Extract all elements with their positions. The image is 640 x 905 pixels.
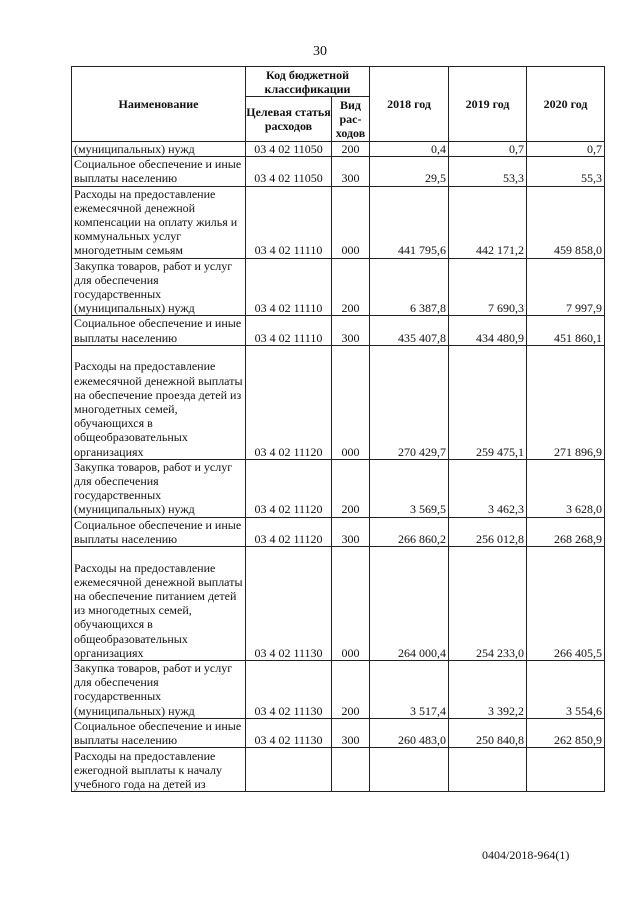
table-row [72, 718, 605, 747]
row-value-2019 [449, 748, 527, 792]
row-target-code: 03 4 02 11130 [246, 718, 332, 747]
row-target-code: 03 4 02 11130 [246, 547, 332, 661]
row-name: Расходы на предоставление ежемесячной денежной компенсации на оплату жилья и коммунальных услуг многодетным семьям [72, 186, 246, 258]
row-expense-type: 000 [332, 186, 370, 258]
row-expense-type: 300 [332, 157, 370, 186]
row-value-2018: 3 569,5 [370, 459, 449, 517]
header-target-item: Целевая статья расходов [246, 97, 332, 142]
header-name: Наименование [72, 67, 246, 142]
row-target-code: 03 4 02 11110 [246, 186, 332, 258]
row-value-2018: 260 483,0 [370, 718, 449, 747]
row-value-2020: 3 628,0 [527, 459, 605, 517]
row-name: Расходы на предоставление ежемесячной денежной выплаты на обеспечение проезда детей из многодетных семей, обучающихся в общеобразовательных организациях [72, 345, 246, 459]
row-name: Закупка товаров, работ и услуг для обеспечения государственных (муниципальных) нужд [72, 258, 246, 316]
table-row [72, 748, 605, 792]
row-target-code: 03 4 02 11120 [246, 345, 332, 459]
row-value-2018: 435 407,8 [370, 316, 449, 345]
row-value-2019: 250 840,8 [449, 718, 527, 747]
row-target-code: 03 4 02 11050 [246, 157, 332, 186]
row-value-2018: 441 795,6 [370, 186, 449, 258]
row-target-code: 03 4 02 11110 [246, 316, 332, 345]
table-row [72, 459, 605, 517]
row-value-2020: 459 858,0 [527, 186, 605, 258]
table-row [72, 142, 605, 157]
document-reference: 0404/2018-964(1) [482, 848, 570, 862]
row-target-code: 03 4 02 11120 [246, 459, 332, 517]
row-value-2019: 3 392,2 [449, 661, 527, 719]
row-value-2020: 268 268,9 [527, 517, 605, 546]
table-row [72, 661, 605, 719]
header-budget-code: Код бюджетной классификации [246, 67, 370, 97]
table-row [72, 345, 605, 459]
row-expense-type: 200 [332, 661, 370, 719]
row-value-2018: 6 387,8 [370, 258, 449, 316]
header-year-2020: 2020 год [527, 67, 605, 142]
row-name: Закупка товаров, работ и услуг для обеспечения государственных (муниципальных) нужд [72, 661, 246, 719]
row-value-2019: 259 475,1 [449, 345, 527, 459]
row-expense-type: 000 [332, 547, 370, 661]
row-value-2019: 53,3 [449, 157, 527, 186]
header-year-2018: 2018 год [370, 67, 449, 142]
row-value-2020: 7 997,9 [527, 258, 605, 316]
row-target-code [246, 748, 332, 792]
row-value-2020: 55,3 [527, 157, 605, 186]
row-value-2020: 266 405,5 [527, 547, 605, 661]
table-row [72, 258, 605, 316]
table-row [72, 517, 605, 546]
row-value-2018 [370, 748, 449, 792]
row-name: Расходы на предоставление ежегодной выплаты к началу учебного года на детей из [72, 748, 246, 792]
row-value-2020: 3 554,6 [527, 661, 605, 719]
row-value-2019: 254 233,0 [449, 547, 527, 661]
page-number: 30 [313, 44, 327, 59]
row-target-code: 03 4 02 11120 [246, 517, 332, 546]
row-expense-type: 200 [332, 459, 370, 517]
row-expense-type: 200 [332, 258, 370, 316]
row-expense-type: 300 [332, 316, 370, 345]
row-value-2019: 434 480,9 [449, 316, 527, 345]
table-row [72, 316, 605, 345]
row-name: Социальное обеспечение и иные выплаты населению [72, 517, 246, 546]
header-expense-type: Вид рас-ходов [332, 97, 370, 142]
row-target-code: 03 4 02 11130 [246, 661, 332, 719]
row-value-2020: 271 896,9 [527, 345, 605, 459]
row-expense-type [332, 748, 370, 792]
row-value-2018: 0,4 [370, 142, 449, 157]
header-year-2019: 2019 год [449, 67, 527, 142]
row-value-2019: 442 171,2 [449, 186, 527, 258]
row-value-2018: 3 517,4 [370, 661, 449, 719]
row-target-code: 03 4 02 11110 [246, 258, 332, 316]
row-name: Социальное обеспечение и иные выплаты населению [72, 157, 246, 186]
row-expense-type: 300 [332, 718, 370, 747]
table-row [72, 547, 605, 661]
row-value-2020: 262 850,9 [527, 718, 605, 747]
row-name: Закупка товаров, работ и услуг для обеспечения государственных (муниципальных) нужд [72, 459, 246, 517]
row-name: Социальное обеспечение и иные выплаты населению [72, 316, 246, 345]
row-value-2018: 270 429,7 [370, 345, 449, 459]
table-row [72, 186, 605, 258]
row-value-2018: 264 000,4 [370, 547, 449, 661]
row-target-code: 03 4 02 11050 [246, 142, 332, 157]
row-expense-type: 200 [332, 142, 370, 157]
table-body [72, 142, 605, 792]
row-value-2018: 266 860,2 [370, 517, 449, 546]
budget-table [71, 66, 605, 792]
row-name: (муниципальных) нужд [72, 142, 246, 157]
row-value-2019: 3 462,3 [449, 459, 527, 517]
row-name: Социальное обеспечение и иные выплаты населению [72, 718, 246, 747]
row-value-2020: 451 860,1 [527, 316, 605, 345]
row-value-2020: 0,7 [527, 142, 605, 157]
table-row [72, 157, 605, 186]
row-name: Расходы на предоставление ежемесячной денежной выплаты на обеспечение питанием детей из многодетных семей, обучающихся в общеобразовательных организациях [72, 547, 246, 661]
row-expense-type: 000 [332, 345, 370, 459]
table-header [72, 67, 605, 142]
row-value-2019: 7 690,3 [449, 258, 527, 316]
row-value-2019: 256 012,8 [449, 517, 527, 546]
row-value-2018: 29,5 [370, 157, 449, 186]
row-value-2020 [527, 748, 605, 792]
row-value-2019: 0,7 [449, 142, 527, 157]
row-expense-type: 300 [332, 517, 370, 546]
